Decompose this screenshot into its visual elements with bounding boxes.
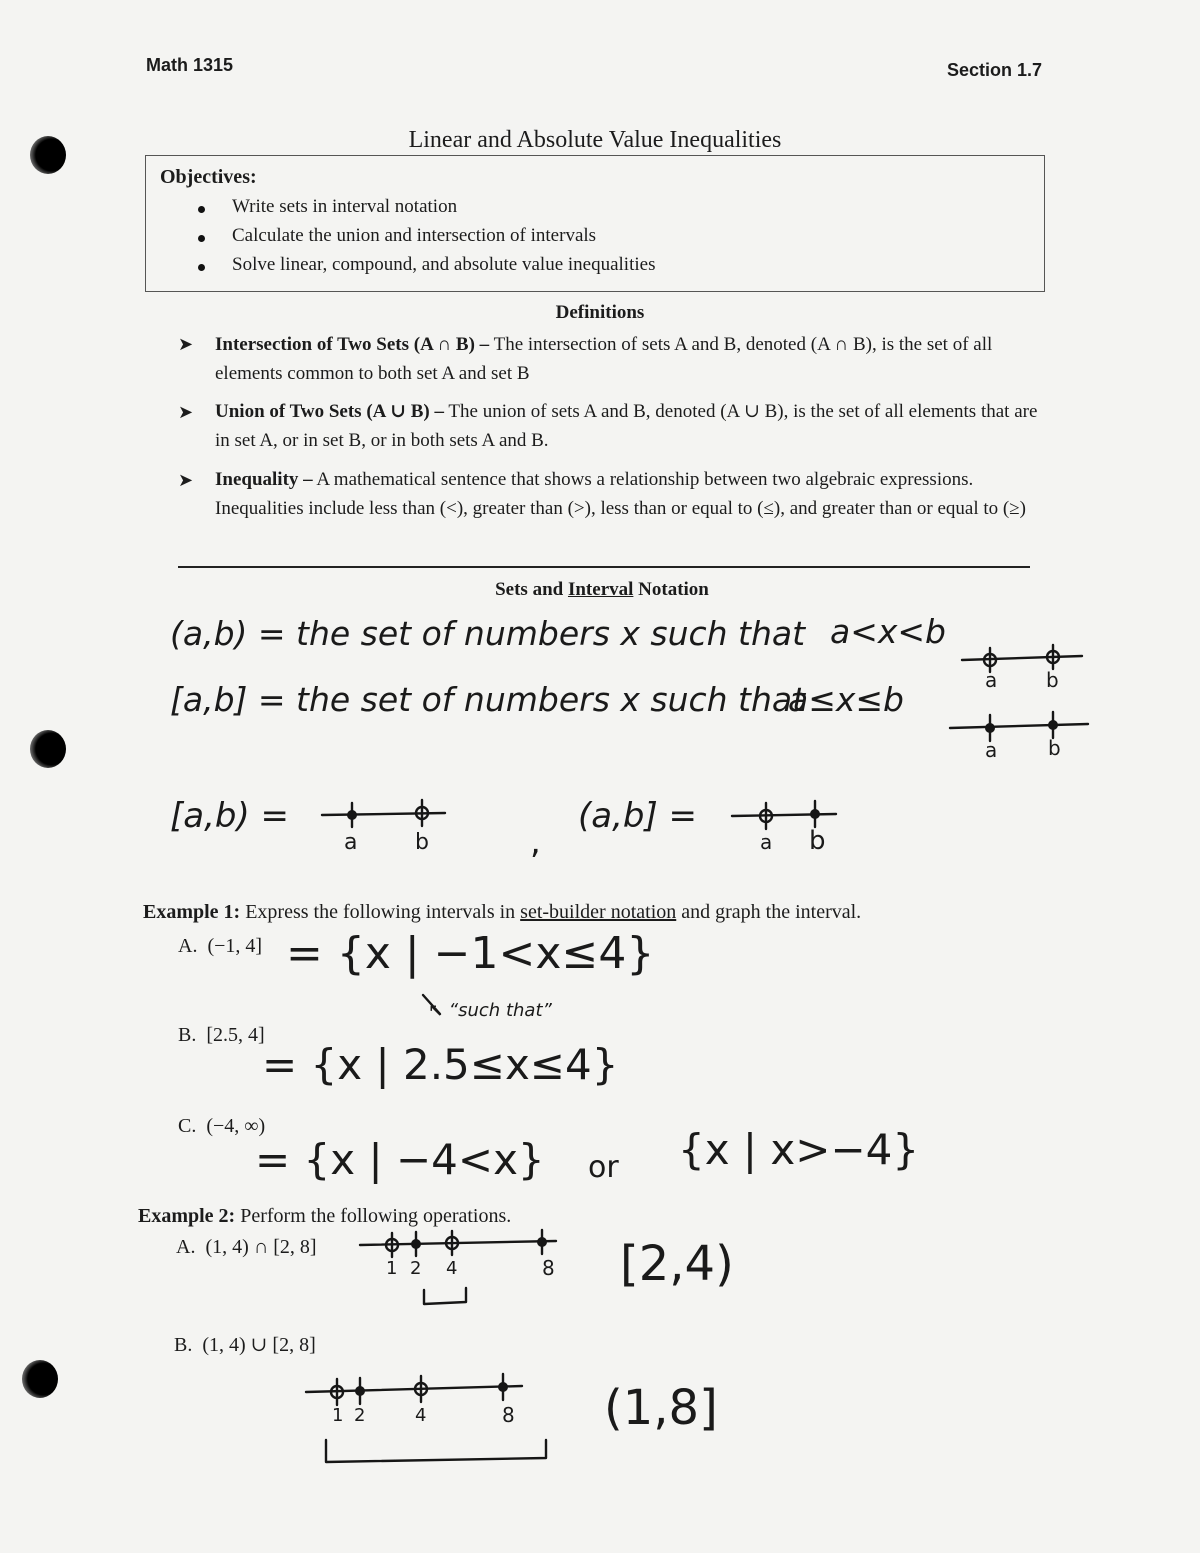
example1-answer-c: = {x | −4<x} xyxy=(255,1135,545,1184)
note-closed-interval: [a,b] = the set of numbers x such that xyxy=(170,680,806,719)
half-open-right-graph xyxy=(732,801,836,829)
objectives-heading: Objectives: xyxy=(160,166,257,188)
course-label: Math 1315 xyxy=(146,55,234,75)
tick-label-b: b xyxy=(1046,668,1059,692)
tick-label-a: a xyxy=(760,830,773,854)
objective-item: Calculate the union and intersection of intervals xyxy=(232,225,597,246)
example2-answer-a: [2,4) xyxy=(620,1236,734,1292)
tick-label: 1 xyxy=(386,1258,398,1279)
tick-label: 8 xyxy=(502,1403,515,1427)
example1-answer-b: = {x | 2.5≤x≤4} xyxy=(262,1040,619,1089)
definitions-heading: Definitions xyxy=(555,302,645,323)
example1-answer-c-alt: {x | x>−4} xyxy=(678,1125,920,1174)
example1-part-c: C. (−4, ∞) xyxy=(178,1115,266,1137)
note-open-inequality: a<x<b xyxy=(830,612,946,651)
example1-part-b: B. [2.5, 4] xyxy=(178,1024,265,1046)
definition-text: The intersection of sets A and B, denoted (A ∩ B), is the set of all elements common to both set A and set B xyxy=(215,334,993,384)
page-title: Linear and Absolute Value Inequalities xyxy=(408,127,782,153)
half-open-left-graph xyxy=(322,800,445,827)
arrow-bullet-icon: ➤ xyxy=(178,470,194,490)
definition-text: A mathematical sentence that shows a relationship between two algebraic expressions. Inequalities include less than (<), greater than (>), less than or equal to (≤), and greater than or equal to (≥) xyxy=(215,469,1026,519)
answer-connector-or: or xyxy=(588,1150,619,1185)
tick-label-a: a xyxy=(344,830,358,855)
example2-part-a: A. (1, 4) ∩ [2, 8] xyxy=(176,1236,317,1258)
note-comma: , xyxy=(530,822,541,862)
example2-prompt: Example 2: Perform the following operations. xyxy=(138,1205,512,1227)
tick-label-b: b xyxy=(1048,736,1061,760)
arrow-bullet-icon: ➤ xyxy=(178,402,194,422)
definition-term: Union of Two Sets (A ∪ B) – xyxy=(215,401,444,422)
tick-label: 4 xyxy=(415,1405,427,1426)
definition-term: Intersection of Two Sets (A ∩ B) – xyxy=(215,334,490,355)
tick-label-a: a xyxy=(985,668,998,692)
section-label: Section 1.7 xyxy=(947,60,1043,80)
tick-label: 1 xyxy=(332,1405,344,1426)
note-closed-inequality: a≤x≤b xyxy=(788,680,904,719)
tick-label: 2 xyxy=(354,1405,366,1426)
tick-label: 8 xyxy=(542,1256,555,1280)
note-half-open-left: [a,b) = xyxy=(170,796,290,836)
open-interval-graph xyxy=(962,645,1082,672)
tick-label-b: b xyxy=(809,826,826,856)
tick-label: 2 xyxy=(410,1258,422,1279)
sets-heading: Sets and Interval Notation xyxy=(495,579,709,600)
definition-term: Inequality – xyxy=(215,469,313,490)
objective-item: Solve linear, compound, and absolute value inequalities xyxy=(232,254,656,275)
example2-part-b: B. (1, 4) ∪ [2, 8] xyxy=(174,1334,316,1356)
objective-item: Write sets in interval notation xyxy=(232,196,458,217)
closed-interval-graph xyxy=(950,712,1088,741)
note-open-interval: (a,b) = the set of numbers x such that xyxy=(170,614,806,653)
definition-text: The union of sets A and B, denoted (A ∪ B), is the set of all elements that are in set A, or in set B, or in both sets A and B. xyxy=(215,401,1038,451)
tick-label-a: a xyxy=(985,738,998,762)
example1-answer-a: = {x | −1<x≤4} xyxy=(286,928,655,979)
example2-answer-b: (1,8] xyxy=(604,1380,718,1436)
tick-label: 4 xyxy=(446,1258,458,1279)
arrow-bullet-icon: ➤ xyxy=(178,334,194,354)
example1-part-a: A. (−1, 4] xyxy=(178,935,263,957)
such-that-note: ↖ “such that” xyxy=(428,1000,552,1021)
example1-prompt: Example 1: Express the following intervals in set-builder notation and graph the interval. xyxy=(143,901,862,923)
tick-label-b: b xyxy=(415,830,429,855)
note-half-open-right: (a,b] = xyxy=(578,796,698,836)
